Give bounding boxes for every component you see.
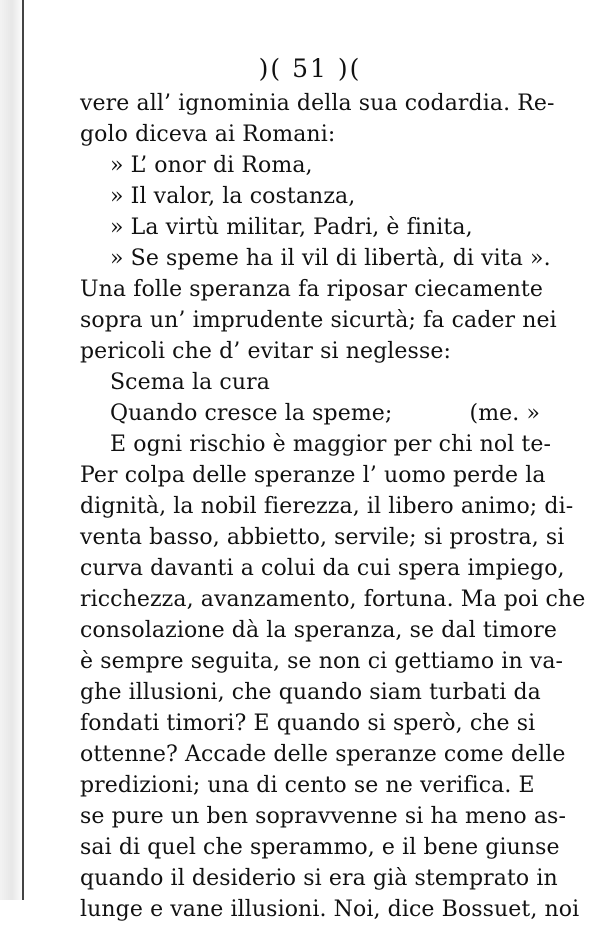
text-line-4: sopra un’ imprudente sicurtà; fa cader nei	[80, 308, 557, 333]
text-line-19: quando il desiderio si era già stemprato in	[80, 866, 558, 891]
text-line-3: Una folle speranza fa riposar ciecamente	[80, 277, 543, 302]
book-page	[80, 40, 586, 922]
text-line-16: predizioni; una di cento se ne verifica. E	[80, 773, 535, 798]
verse-line-4: » Se speme ha il vil di libertà, di vita ».	[110, 246, 551, 271]
verse-line-2: » Il valor, la costanza,	[110, 184, 356, 209]
quote-line-2	[80, 398, 540, 429]
page-number-value: 51	[292, 54, 328, 83]
quote-line-2-main: Quando cresce la speme;	[110, 401, 393, 426]
text-line-6: Per colpa delle speranze l’ uomo perde la	[80, 463, 546, 488]
text-line-20: lunge e vane illusioni. Noi, dice Bossuet, noi	[80, 897, 580, 922]
text-line-13: ghe illusioni, che quando siam turbati da	[80, 680, 541, 705]
text-line-17: se pure un ben sopravvenne si ha meno as-	[80, 804, 566, 829]
quote-line-1: Scema la cura	[110, 370, 270, 395]
text-line-10: ricchezza, avanzamento, fortuna. Ma poi che	[80, 587, 586, 612]
text-line-1: vere all’ ignominia della sua codardia. Re-	[80, 91, 555, 116]
text-line-11: consolazione dà la speranza, se dal timore	[80, 618, 557, 643]
quote-line-2-ending: (me. »	[469, 401, 541, 426]
text-line-12: è sempre seguita, se non ci gettiamo in va-	[80, 649, 564, 674]
binding-gutter	[0, 0, 24, 900]
page-number-right-mark: )(	[337, 54, 362, 83]
text-line-15: ottenne? Accade delle speranze come delle	[80, 742, 566, 767]
text-line-2: golo diceva ai Romani:	[80, 122, 336, 147]
page-number	[80, 54, 540, 83]
quote-line-3: E ogni rischio è maggior per chi nol te-	[110, 432, 552, 457]
verse-line-1: » L’ onor di Roma,	[110, 153, 313, 178]
page-number-left-mark: )(	[258, 54, 283, 83]
text-line-9: curva davanti a colui da cui spera impiego,	[80, 556, 565, 581]
text-line-7: dignità, la nobil fierezza, il libero animo; di-	[80, 494, 574, 519]
text-line-14: fondati timori? E quando si sperò, che si	[80, 711, 536, 736]
text-line-8: venta basso, abbietto, servile; si prostra, si	[80, 525, 565, 550]
page-text	[80, 88, 586, 925]
text-line-5: pericoli che d’ evitar si neglesse:	[80, 339, 451, 364]
verse-line-3: » La virtù militar, Padri, è finita,	[110, 215, 473, 240]
text-line-18: sai di quel che sperammo, e il bene giunse	[80, 835, 560, 860]
binding-edge	[22, 0, 24, 900]
